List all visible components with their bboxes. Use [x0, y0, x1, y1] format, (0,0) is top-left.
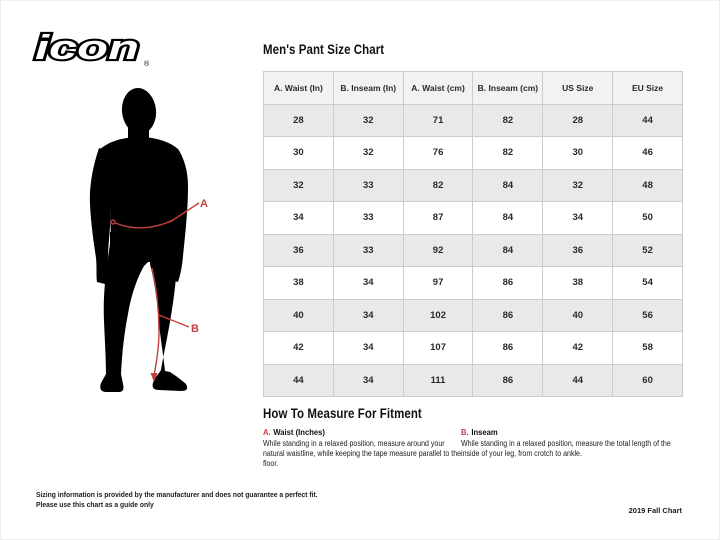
size-cell: 30	[264, 137, 334, 170]
size-cell: 32	[333, 104, 403, 137]
size-cell: 34	[264, 202, 334, 235]
size-cell: 76	[403, 137, 473, 170]
inseam-heading-text: Inseam	[471, 427, 498, 437]
column-header: EU Size	[613, 72, 683, 105]
size-row	[264, 332, 683, 365]
size-cell: 44	[264, 364, 334, 397]
size-cell: 32	[333, 137, 403, 170]
inseam-label: B	[191, 323, 199, 335]
size-cell: 84	[473, 234, 543, 267]
size-cell: 42	[264, 332, 334, 365]
waist-instruction-heading	[263, 427, 470, 437]
size-cell: 38	[543, 267, 613, 300]
size-row	[264, 299, 683, 332]
logo-wordmark: icon	[35, 29, 139, 67]
column-header: A. Waist (In)	[264, 72, 334, 105]
size-cell: 34	[333, 364, 403, 397]
size-cell: 56	[613, 299, 683, 332]
waist-prefix: A.	[263, 427, 271, 437]
size-cell: 33	[333, 234, 403, 267]
size-cell: 97	[403, 267, 473, 300]
icon-brand-logo	[31, 23, 171, 73]
size-cell: 33	[333, 202, 403, 235]
size-cell: 44	[613, 104, 683, 137]
chart-edition: 2019 Fall Chart	[628, 506, 682, 515]
size-table-header	[264, 72, 683, 105]
size-cell: 102	[403, 299, 473, 332]
size-cell: 28	[264, 104, 334, 137]
registered-trademark-icon: ®	[144, 61, 150, 68]
size-table	[263, 71, 683, 397]
size-cell: 34	[333, 267, 403, 300]
size-cell: 84	[473, 202, 543, 235]
size-cell: 111	[403, 364, 473, 397]
size-row	[264, 169, 683, 202]
size-cell: 87	[403, 202, 473, 235]
body-silhouette-figure	[66, 86, 241, 406]
size-cell: 38	[264, 267, 334, 300]
how-to-measure-title: How To Measure For Fitment	[263, 406, 422, 421]
size-cell: 48	[613, 169, 683, 202]
size-cell: 54	[613, 267, 683, 300]
size-cell: 34	[333, 332, 403, 365]
size-cell: 58	[613, 332, 683, 365]
size-cell: 82	[473, 104, 543, 137]
size-cell: 86	[473, 364, 543, 397]
size-chart-title: Men's Pant Size Chart	[263, 42, 385, 57]
size-table-head-row	[264, 72, 683, 105]
size-cell: 86	[473, 332, 543, 365]
size-row	[264, 137, 683, 170]
size-cell: 82	[473, 137, 543, 170]
inseam-prefix: B.	[461, 427, 469, 437]
size-cell: 40	[264, 299, 334, 332]
sizing-disclaimer	[36, 490, 333, 510]
size-cell: 60	[613, 364, 683, 397]
size-cell: 50	[613, 202, 683, 235]
column-header: US Size	[543, 72, 613, 105]
inseam-instruction-body: While standing in a relaxed position, measure the total length of the inside of your leg, from crotch to ankle.	[461, 439, 671, 459]
size-cell: 92	[403, 234, 473, 267]
size-cell: 84	[473, 169, 543, 202]
waist-label: A	[200, 198, 208, 210]
waist-instruction-body: While standing in a relaxed position, measure around your natural waistline, while keeping the tape measure parallel to the floor.	[263, 439, 462, 469]
size-cell: 36	[543, 234, 613, 267]
size-cell: 32	[264, 169, 334, 202]
size-cell: 86	[473, 299, 543, 332]
size-cell: 30	[543, 137, 613, 170]
size-cell: 46	[613, 137, 683, 170]
size-row	[264, 364, 683, 397]
disclaimer-line-2: Please use this chart as a guide only	[36, 499, 154, 509]
waist-heading-text: Waist (Inches)	[273, 427, 325, 437]
size-row	[264, 104, 683, 137]
size-cell: 52	[613, 234, 683, 267]
size-cell: 86	[473, 267, 543, 300]
size-table-body	[264, 104, 683, 397]
size-cell: 107	[403, 332, 473, 365]
size-cell: 42	[543, 332, 613, 365]
size-row	[264, 234, 683, 267]
column-header: A. Waist (cm)	[403, 72, 473, 105]
inseam-instruction-heading	[461, 427, 693, 437]
column-header: B. Inseam (cm)	[473, 72, 543, 105]
size-cell: 32	[543, 169, 613, 202]
size-row	[264, 267, 683, 300]
size-cell: 36	[264, 234, 334, 267]
size-cell: 33	[333, 169, 403, 202]
size-cell: 71	[403, 104, 473, 137]
size-cell: 34	[543, 202, 613, 235]
size-row	[264, 202, 683, 235]
size-cell: 40	[543, 299, 613, 332]
male-silhouette-icon	[90, 86, 188, 392]
size-cell: 28	[543, 104, 613, 137]
size-cell: 34	[333, 299, 403, 332]
inseam-measure-instructions	[461, 427, 719, 459]
disclaimer-line-1: Sizing information is provided by the manufacturer and does not guarantee a perfect fit.	[36, 490, 318, 499]
waist-measure-instructions	[263, 427, 493, 470]
size-cell: 44	[543, 364, 613, 397]
column-header: B. Inseam (In)	[333, 72, 403, 105]
size-cell: 82	[403, 169, 473, 202]
